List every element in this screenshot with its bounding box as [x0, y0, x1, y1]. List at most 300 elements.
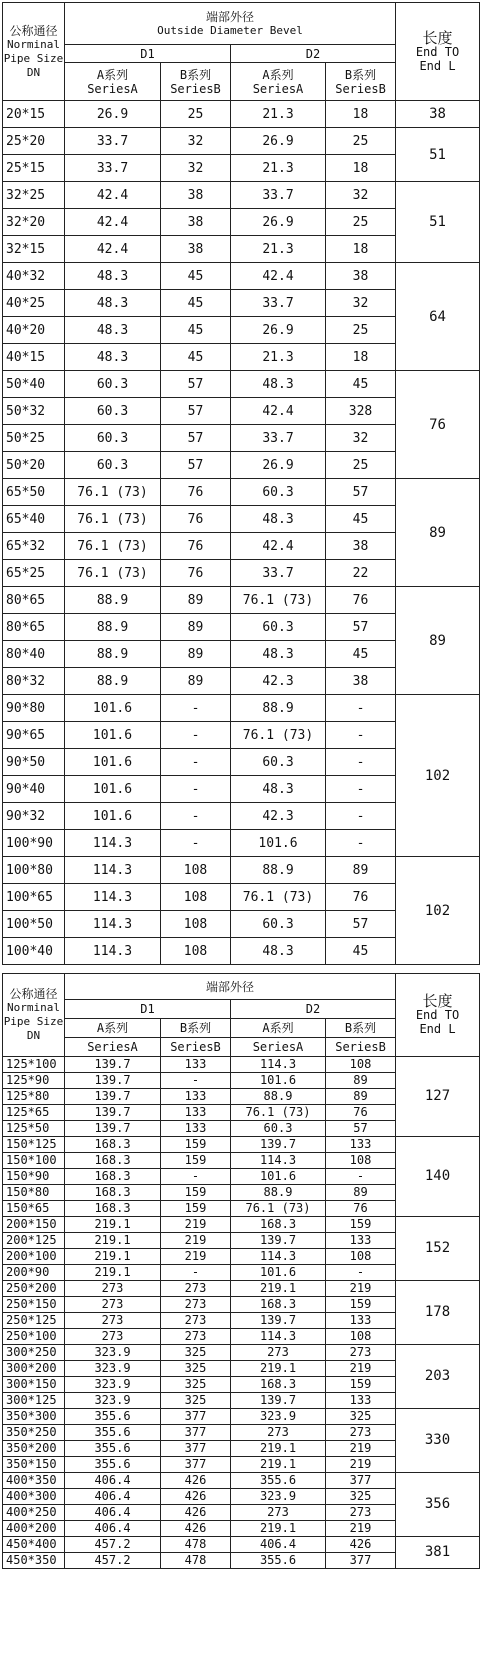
d2-series-b-cell: 76 [326, 1201, 396, 1217]
d1-series-a-cell: 76.1 (73) [65, 479, 161, 506]
length-header-cn: 长度 [422, 992, 453, 1010]
d2-series-a-cell: 139.7 [231, 1233, 326, 1249]
d2-series-a-cell: 33.7 [231, 290, 326, 317]
d2-series-b-cell: 133 [326, 1233, 396, 1249]
d1-series-b-cell: 108 [161, 911, 231, 938]
d2-series-b-cell: 159 [326, 1377, 396, 1393]
d2-series-b-cell: 89 [326, 1185, 396, 1201]
d1-series-b-cell: - [161, 830, 231, 857]
d1-series-b-cell: 45 [161, 344, 231, 371]
table-row [3, 128, 480, 155]
d2-series-a-cell: 42.3 [231, 803, 326, 830]
d1-series-b-cell: 108 [161, 938, 231, 965]
length-header [396, 974, 480, 1057]
table-row [3, 1281, 480, 1297]
dn-cell: 50*32 [3, 398, 65, 425]
d1-series-a-cell: 355.6 [65, 1409, 161, 1425]
series-b-en: SeriesB [335, 81, 386, 96]
dn-cell: 90*80 [3, 695, 65, 722]
d2-series-a-en: SeriesA [231, 1038, 326, 1057]
d1-series-b-cell: 45 [161, 263, 231, 290]
length-cell: 89 [396, 587, 480, 695]
d1-series-a-cell: 273 [65, 1329, 161, 1345]
length-cell: 38 [396, 101, 480, 128]
d1-series-b-cell: 377 [161, 1409, 231, 1425]
d2-series-a-cell: 76.1 (73) [231, 587, 326, 614]
d1-series-a-cell: 76.1 (73) [65, 560, 161, 587]
d2-series-a-cell: 33.7 [231, 182, 326, 209]
d1-series-b-cell: 325 [161, 1377, 231, 1393]
d1-series-a-cell: 168.3 [65, 1153, 161, 1169]
d2-series-a-cell: 273 [231, 1505, 326, 1521]
d2-series-a-cell: 60.3 [231, 911, 326, 938]
d2-series-a-cell: 76.1 (73) [231, 1105, 326, 1121]
d2-series-a-cell: 42.3 [231, 668, 326, 695]
d1-series-a-cell: 406.4 [65, 1505, 161, 1521]
d1-series-a-cell: 355.6 [65, 1457, 161, 1473]
d1-series-a-cell: 273 [65, 1297, 161, 1313]
dn-cell: 65*40 [3, 506, 65, 533]
dn-cell: 350*200 [3, 1441, 65, 1457]
d1-series-b-cell: - [161, 776, 231, 803]
d1-series-b-cell: 133 [161, 1057, 231, 1073]
d2-series-b-cell: 25 [326, 317, 396, 344]
d1-series-b-cell: 38 [161, 209, 231, 236]
od-header [65, 974, 396, 1000]
d2-series-a-cell: 273 [231, 1425, 326, 1441]
d1-series-b-cell: 57 [161, 371, 231, 398]
d1-series-b-cell: - [161, 722, 231, 749]
d1-header: D1 [65, 1000, 231, 1019]
d1-series-a-cell: 60.3 [65, 398, 161, 425]
d1-series-b-cell: 377 [161, 1441, 231, 1457]
d1-series-b-cell: 426 [161, 1473, 231, 1489]
d1-series-a-cell: 139.7 [65, 1089, 161, 1105]
d1-series-a-cell: 406.4 [65, 1521, 161, 1537]
d1-series-b-cell: 159 [161, 1137, 231, 1153]
dn-cell: 100*65 [3, 884, 65, 911]
dn-cell: 20*15 [3, 101, 65, 128]
d2-series-a-cell: 21.3 [231, 344, 326, 371]
d2-series-b-cell: 22 [326, 560, 396, 587]
d2-series-b-cell: 377 [326, 1473, 396, 1489]
d1-series-a-cell: 355.6 [65, 1441, 161, 1457]
d1-series-a-cell: 48.3 [65, 317, 161, 344]
dn-cell: 150*100 [3, 1153, 65, 1169]
d2-series-b-cell: 89 [326, 1089, 396, 1105]
table-row [3, 1217, 480, 1233]
d1-series-a-en: SeriesA [65, 1038, 161, 1057]
dn-cell: 200*125 [3, 1233, 65, 1249]
d1-series-b-cell: - [161, 1169, 231, 1185]
table-row [3, 479, 480, 506]
d1-series-a-cell: 114.3 [65, 938, 161, 965]
d1-series-b-cell: 133 [161, 1105, 231, 1121]
d2-series-b-cell: 89 [326, 857, 396, 884]
d2-series-b-cell: 108 [326, 1153, 396, 1169]
d2-series-b-header [326, 63, 396, 101]
d2-series-a-cn: A系列 [231, 1019, 326, 1038]
dn-cell: 400*200 [3, 1521, 65, 1537]
d1-series-b-cell: 45 [161, 290, 231, 317]
d1-series-b-cell: 89 [161, 668, 231, 695]
d2-header: D2 [231, 1000, 396, 1019]
d2-series-a-cell: 26.9 [231, 317, 326, 344]
dn-cell: 90*50 [3, 749, 65, 776]
d2-series-a-cell: 48.3 [231, 938, 326, 965]
d2-series-a-cell: 101.6 [231, 1169, 326, 1185]
dn-cell: 32*15 [3, 236, 65, 263]
dn-cell: 80*65 [3, 587, 65, 614]
d1-series-a-cell: 42.4 [65, 236, 161, 263]
dn-cell: 32*20 [3, 209, 65, 236]
d1-series-a-cell: 323.9 [65, 1393, 161, 1409]
d2-series-b-cell: 45 [326, 938, 396, 965]
length-cell: 127 [396, 1057, 480, 1137]
table-1-body [3, 101, 480, 965]
d1-series-b-cell: 159 [161, 1201, 231, 1217]
dn-cell: 32*25 [3, 182, 65, 209]
d2-series-b-cell: 273 [326, 1505, 396, 1521]
d2-series-b-cell: 273 [326, 1345, 396, 1361]
d2-series-b-cell: 25 [326, 128, 396, 155]
d1-series-b-cell: 273 [161, 1313, 231, 1329]
dn-cell: 100*80 [3, 857, 65, 884]
d1-series-a-cell: 88.9 [65, 668, 161, 695]
d1-series-b-header [161, 63, 231, 101]
d2-series-b-cell: 45 [326, 641, 396, 668]
length-cell: 102 [396, 695, 480, 857]
d2-series-a-cell: 101.6 [231, 1265, 326, 1281]
d2-series-b-cell: 219 [326, 1521, 396, 1537]
table-row [3, 182, 480, 209]
dn-cell: 250*150 [3, 1297, 65, 1313]
d2-series-a-cell: 42.4 [231, 533, 326, 560]
d2-series-a-cell: 60.3 [231, 749, 326, 776]
d1-series-a-cell: 168.3 [65, 1201, 161, 1217]
d2-series-a-cell: 406.4 [231, 1537, 326, 1553]
dn-cell: 80*32 [3, 668, 65, 695]
d1-series-a-cell: 168.3 [65, 1169, 161, 1185]
od-header-cn: 端部外径 [206, 979, 255, 994]
d2-series-a-cell: 114.3 [231, 1153, 326, 1169]
dn-header-en3: DN [26, 1029, 41, 1042]
d1-series-a-cell: 60.3 [65, 371, 161, 398]
d2-series-a-cell: 60.3 [231, 614, 326, 641]
d2-series-a-cell: 168.3 [231, 1297, 326, 1313]
d2-series-b-cell: - [326, 803, 396, 830]
d1-series-a-cell: 139.7 [65, 1105, 161, 1121]
d2-series-b-cell: - [326, 776, 396, 803]
d1-series-b-cell: 32 [161, 128, 231, 155]
dn-cell: 300*250 [3, 1345, 65, 1361]
od-header-en: Outside Diameter Bevel [157, 23, 303, 37]
d1-series-b-cell: 377 [161, 1457, 231, 1473]
d1-series-b-cell: 76 [161, 533, 231, 560]
d2-series-a-cell: 168.3 [231, 1217, 326, 1233]
d1-series-a-cell: 101.6 [65, 695, 161, 722]
table-row [3, 263, 480, 290]
d2-series-b-cell: 219 [326, 1281, 396, 1297]
d1-series-b-cell: 32 [161, 155, 231, 182]
d1-series-b-cn: B系列 [161, 1019, 231, 1038]
d1-series-b-cell: 273 [161, 1281, 231, 1297]
d2-series-b-cell: 38 [326, 263, 396, 290]
dn-cell: 40*20 [3, 317, 65, 344]
dn-cell: 80*65 [3, 614, 65, 641]
d1-header: D1 [65, 45, 231, 63]
d2-series-a-cell: 48.3 [231, 641, 326, 668]
d1-series-a-cell: 219.1 [65, 1265, 161, 1281]
table-row [3, 1473, 480, 1489]
d1-series-b-cell: 478 [161, 1537, 231, 1553]
dn-cell: 40*15 [3, 344, 65, 371]
d1-series-a-cn: A系列 [65, 1019, 161, 1038]
d2-series-a-cell: 48.3 [231, 371, 326, 398]
d2-series-b-cell: 325 [326, 1489, 396, 1505]
d1-series-b-cell: - [161, 803, 231, 830]
d1-series-b-cell: 426 [161, 1505, 231, 1521]
d2-series-b-cell: 159 [326, 1297, 396, 1313]
series-a-cn: A系列 [262, 67, 294, 82]
d2-series-b-cell: 18 [326, 236, 396, 263]
d2-series-a-cell: 33.7 [231, 425, 326, 452]
d1-series-b-cell: 89 [161, 587, 231, 614]
dn-cell: 450*350 [3, 1553, 65, 1569]
d1-series-b-cell: - [161, 1265, 231, 1281]
d2-series-a-cell: 60.3 [231, 1121, 326, 1137]
d1-series-a-cell: 48.3 [65, 290, 161, 317]
d2-series-a-cell: 323.9 [231, 1489, 326, 1505]
d1-series-b-cell: 89 [161, 614, 231, 641]
d1-series-b-cell: 159 [161, 1185, 231, 1201]
dn-cell: 50*40 [3, 371, 65, 398]
d2-series-b-cell: 219 [326, 1441, 396, 1457]
dn-cell: 400*350 [3, 1473, 65, 1489]
dn-cell: 25*15 [3, 155, 65, 182]
d1-series-a-cell: 139.7 [65, 1121, 161, 1137]
dn-cell: 400*300 [3, 1489, 65, 1505]
dn-cell: 100*90 [3, 830, 65, 857]
d1-series-b-cell: 57 [161, 398, 231, 425]
d1-series-a-cell: 26.9 [65, 101, 161, 128]
dn-cell: 150*90 [3, 1169, 65, 1185]
series-a-en: SeriesA [252, 81, 304, 96]
dn-cell: 400*250 [3, 1505, 65, 1521]
d2-series-b-cell: 25 [326, 209, 396, 236]
d2-series-a-cell: 88.9 [231, 1185, 326, 1201]
d2-series-a-cell: 26.9 [231, 452, 326, 479]
d2-series-a-cell: 219.1 [231, 1457, 326, 1473]
d1-series-b-cell: 478 [161, 1553, 231, 1569]
fitting-dimensions-table-2 [2, 973, 480, 1569]
dn-cell: 150*65 [3, 1201, 65, 1217]
d1-series-b-cell: 426 [161, 1521, 231, 1537]
d2-series-b-cn: B系列 [326, 1019, 396, 1038]
d2-series-b-cell: 18 [326, 155, 396, 182]
d2-series-a-cell: 26.9 [231, 209, 326, 236]
d1-series-a-cell: 168.3 [65, 1137, 161, 1153]
length-cell: 51 [396, 182, 480, 263]
d2-series-a-cell: 101.6 [231, 830, 326, 857]
series-b-cn: B系列 [179, 67, 212, 82]
d1-series-a-cell: 219.1 [65, 1217, 161, 1233]
d1-series-a-header [65, 63, 161, 101]
d2-series-a-cell: 76.1 (73) [231, 722, 326, 749]
series-b-en: SeriesB [170, 81, 221, 96]
d2-series-a-cell: 219.1 [231, 1281, 326, 1297]
dn-cell: 50*25 [3, 425, 65, 452]
d1-series-b-cell: 273 [161, 1329, 231, 1345]
length-cell: 102 [396, 857, 480, 965]
length-header-en2: End L [419, 1022, 456, 1036]
dn-cell: 125*65 [3, 1105, 65, 1121]
d1-series-b-cell: 76 [161, 560, 231, 587]
d2-series-b-cell: 133 [326, 1393, 396, 1409]
dn-cell: 65*32 [3, 533, 65, 560]
d1-series-a-cell: 42.4 [65, 209, 161, 236]
dn-header-en2: Pipe Size [3, 51, 64, 65]
table-row [3, 371, 480, 398]
d1-series-a-cell: 273 [65, 1281, 161, 1297]
table-row [3, 587, 480, 614]
dn-cell: 150*125 [3, 1137, 65, 1153]
table-row [3, 1345, 480, 1361]
d2-series-a-cell: 88.9 [231, 695, 326, 722]
d1-series-b-cell: 219 [161, 1233, 231, 1249]
d2-series-b-cell: 273 [326, 1425, 396, 1441]
dn-cell: 100*50 [3, 911, 65, 938]
d2-series-a-cell: 88.9 [231, 1089, 326, 1105]
d1-series-a-cell: 139.7 [65, 1073, 161, 1089]
d1-series-a-cell: 273 [65, 1313, 161, 1329]
d1-series-a-cell: 323.9 [65, 1377, 161, 1393]
d2-series-b-cell: 18 [326, 344, 396, 371]
d1-series-b-cell: - [161, 749, 231, 776]
d2-series-b-cell: 38 [326, 668, 396, 695]
d1-series-a-cell: 114.3 [65, 857, 161, 884]
table-row [3, 1057, 480, 1073]
d2-series-b-cell: 133 [326, 1137, 396, 1153]
d2-series-a-cell: 76.1 (73) [231, 1201, 326, 1217]
d1-series-a-cell: 114.3 [65, 884, 161, 911]
d1-series-a-cell: 76.1 (73) [65, 506, 161, 533]
d2-series-a-cell: 48.3 [231, 776, 326, 803]
d2-series-b-en: SeriesB [326, 1038, 396, 1057]
length-cell: 381 [396, 1537, 480, 1569]
table-2-body [3, 1057, 480, 1569]
d1-series-b-cell: - [161, 695, 231, 722]
d1-series-b-cell: 57 [161, 425, 231, 452]
length-cell: 51 [396, 128, 480, 182]
dn-cell: 450*400 [3, 1537, 65, 1553]
d2-series-b-cell: 76 [326, 884, 396, 911]
d1-series-b-cell: 45 [161, 317, 231, 344]
table-row [3, 101, 480, 128]
d1-series-a-cell: 48.3 [65, 263, 161, 290]
d2-series-b-cell: 159 [326, 1217, 396, 1233]
d2-series-a-cell: 139.7 [231, 1393, 326, 1409]
dn-cell: 50*20 [3, 452, 65, 479]
table-row [3, 1409, 480, 1425]
length-cell: 203 [396, 1345, 480, 1409]
dn-cell: 350*250 [3, 1425, 65, 1441]
table-row [3, 695, 480, 722]
d2-series-b-cell: 45 [326, 506, 396, 533]
d2-series-b-cell: 219 [326, 1361, 396, 1377]
d1-series-b-cell: 76 [161, 506, 231, 533]
dn-cell: 125*50 [3, 1121, 65, 1137]
d1-series-a-cell: 219.1 [65, 1249, 161, 1265]
length-header-en1: End TO [415, 1008, 460, 1022]
d2-series-a-cell: 355.6 [231, 1553, 326, 1569]
d2-series-a-cell: 355.6 [231, 1473, 326, 1489]
d1-series-a-cell: 219.1 [65, 1233, 161, 1249]
d1-series-b-cell: 219 [161, 1217, 231, 1233]
length-header-en2: End L [419, 58, 456, 73]
d2-series-a-cell: 21.3 [231, 101, 326, 128]
d2-series-b-cell: - [326, 830, 396, 857]
d2-series-a-cell: 88.9 [231, 857, 326, 884]
dn-cell: 250*125 [3, 1313, 65, 1329]
d1-series-b-cell: 219 [161, 1249, 231, 1265]
dn-header [3, 974, 65, 1057]
d1-series-a-cell: 101.6 [65, 749, 161, 776]
length-cell: 76 [396, 371, 480, 479]
dn-cell: 40*32 [3, 263, 65, 290]
d2-series-b-cell: 32 [326, 425, 396, 452]
d1-series-a-cell: 114.3 [65, 830, 161, 857]
dn-header-cn: 公称通径 [9, 23, 58, 38]
dn-cell: 80*40 [3, 641, 65, 668]
dn-cell: 65*50 [3, 479, 65, 506]
d2-series-b-cell: 32 [326, 290, 396, 317]
dn-cell: 200*150 [3, 1217, 65, 1233]
d1-series-a-cell: 457.2 [65, 1553, 161, 1569]
d2-series-a-cell: 21.3 [231, 236, 326, 263]
length-cell: 140 [396, 1137, 480, 1217]
length-header [396, 3, 480, 101]
d2-series-b-cell: - [326, 695, 396, 722]
d1-series-b-cell: - [161, 1073, 231, 1089]
d2-series-a-cell: 76.1 (73) [231, 884, 326, 911]
d1-series-a-cell: 101.6 [65, 722, 161, 749]
d1-series-a-cell: 457.2 [65, 1537, 161, 1553]
d1-series-a-cell: 101.6 [65, 776, 161, 803]
length-header-cn: 长度 [422, 28, 453, 47]
d1-series-a-cell: 76.1 (73) [65, 533, 161, 560]
d2-series-b-cell: 325 [326, 1409, 396, 1425]
dn-cell: 90*40 [3, 776, 65, 803]
d2-series-a-cell: 42.4 [231, 398, 326, 425]
d2-series-a-cell: 219.1 [231, 1361, 326, 1377]
d1-series-b-cell: 108 [161, 857, 231, 884]
d1-series-a-cell: 88.9 [65, 614, 161, 641]
d1-series-a-cell: 88.9 [65, 641, 161, 668]
d2-series-b-cell: - [326, 722, 396, 749]
d2-series-b-cell: 328 [326, 398, 396, 425]
d2-series-a-cell: 101.6 [231, 1073, 326, 1089]
dn-cell: 90*32 [3, 803, 65, 830]
d1-series-a-cell: 88.9 [65, 587, 161, 614]
d2-series-b-cell: 57 [326, 614, 396, 641]
d2-series-b-cell: 108 [326, 1249, 396, 1265]
d1-series-a-cell: 406.4 [65, 1489, 161, 1505]
dn-cell: 250*100 [3, 1329, 65, 1345]
d1-series-a-cell: 139.7 [65, 1057, 161, 1073]
d2-series-a-cell: 139.7 [231, 1313, 326, 1329]
d1-series-a-cell: 355.6 [65, 1425, 161, 1441]
